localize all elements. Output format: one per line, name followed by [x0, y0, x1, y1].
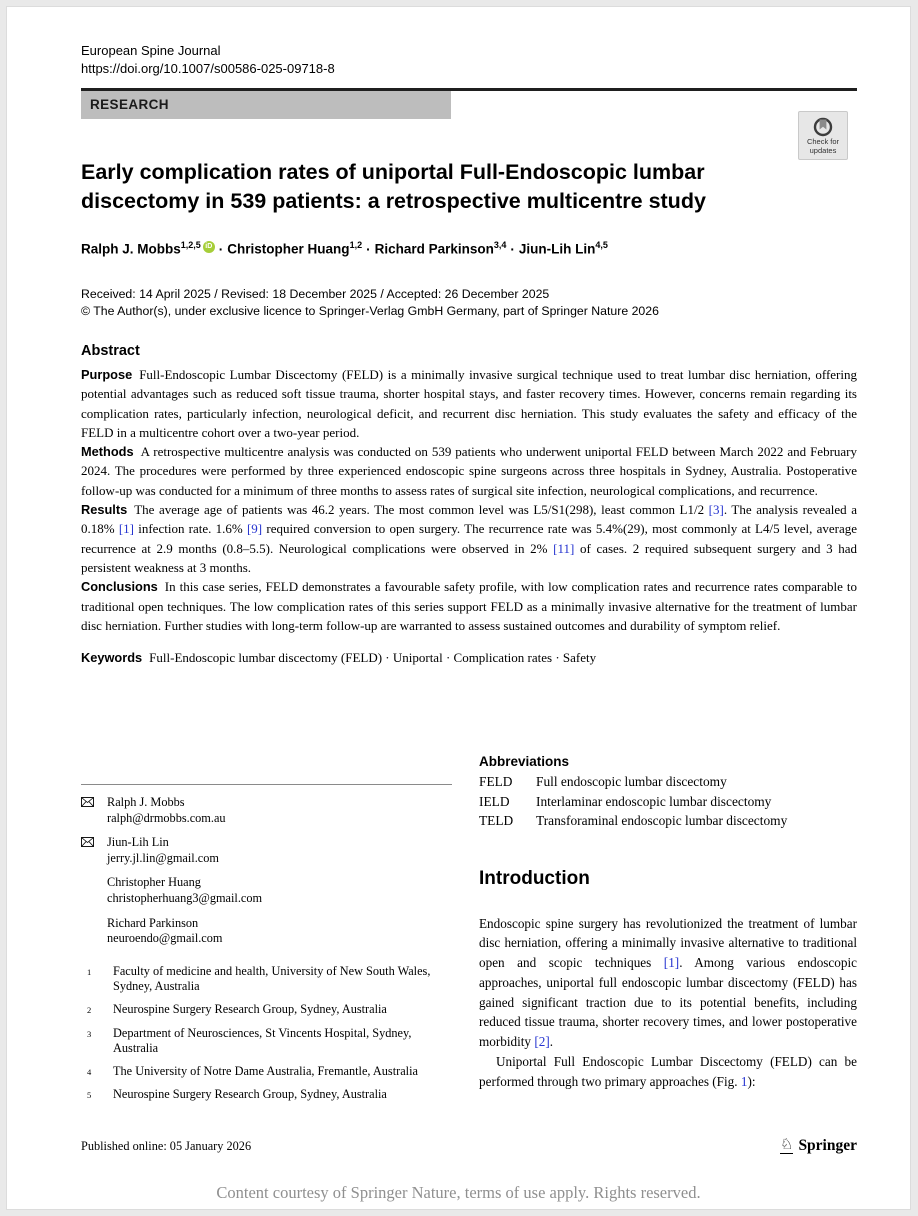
- author-superscript: 1,2,5: [180, 240, 201, 250]
- abstract-methods: [81, 442, 857, 500]
- abbreviation-item: [479, 792, 857, 812]
- correspondence-entry: [81, 795, 452, 826]
- springer-logo: [780, 1137, 857, 1154]
- introduction-heading: Introduction: [479, 867, 590, 889]
- correspondent-name: Jiun-Lih Lin: [107, 835, 169, 850]
- abstract-section: [81, 343, 857, 666]
- affiliation-text: Neurospine Surgery Research Group, Sydney, Australia: [113, 1001, 387, 1016]
- abstract-heading: Abstract: [81, 343, 140, 359]
- two-column-area: [81, 746, 857, 1111]
- keywords-label: Keywords: [81, 650, 143, 666]
- author-separator: ·: [218, 241, 224, 257]
- text-segment: A retrospective multicentre analysis was conducted on 539 patients who underwent uniportal FELD between March 2022 and February 2024. The procedures were performed by three experienced endoscopic spine surgeons across three hospitals in Sydney, Australia. Postoperative follow-up was conducted for a minimum of three months to assess rates of surgical site infection, neurological complications, and recurrence.: [81, 444, 857, 498]
- circle-bookmark-icon: [812, 116, 834, 138]
- affiliations-list: [81, 964, 452, 1104]
- author-name: Christopher Huang: [227, 241, 350, 257]
- affiliation-text: Neurospine Surgery Research Group, Sydney, Australia: [113, 1087, 387, 1102]
- main-text-column: [479, 746, 857, 1111]
- author-separator: ·: [510, 241, 515, 257]
- envelope-spacer: [81, 875, 107, 906]
- knight-icon: ♘: [779, 1135, 794, 1153]
- text-segment: required conversion to open surgery. The recurrence rate was 5.4%(29), most commonly at L4/5 level, average recurrence at 2.9 months (0.8–5.5). Neurological complications were observed in 2%: [81, 521, 857, 556]
- abbreviation-item: [479, 811, 857, 831]
- section-text: [81, 502, 857, 575]
- correspondent-email: christopherhuang3@gmail.com: [107, 890, 263, 905]
- orcid-icon[interactable]: iD: [203, 241, 215, 253]
- correspondent-email: jerry.jl.lin@gmail.com: [107, 850, 219, 865]
- citation-link[interactable]: [2]: [534, 1034, 550, 1050]
- affiliation-number: 1: [87, 966, 92, 977]
- correspondence-entry: [81, 835, 452, 866]
- section-label: Purpose: [81, 367, 133, 382]
- section-label: Conclusions: [81, 579, 158, 595]
- citation-link[interactable]: [1]: [118, 521, 134, 537]
- section-label: Results: [81, 502, 128, 518]
- author-name: Jiun-Lih Lin: [518, 241, 596, 257]
- affiliation-item: [81, 1026, 452, 1057]
- check-updates-badge[interactable]: [798, 111, 848, 160]
- introduction-paragraph: [479, 914, 857, 1053]
- citation-link[interactable]: [3]: [708, 502, 724, 518]
- courtesy-footer: Content courtesy of Springer Nature, terms of use apply. Rights reserved.: [216, 1183, 701, 1202]
- text-segment: Full-Endoscopic Lumbar Discectomy (FELD) is a minimally invasive surgical technique used to treat lumbar disc herniation, offering potential advantages such as reduced soft tissue trauma, shorter hospital stays, and faster recovery times. However, concerns remain regarding its complication rates, particularly infection, neurological deficit, and recurrent disc herniation. This study evaluates the safety and efficacy of the FELD in a multicentre cohort over a two-year period.: [81, 367, 857, 440]
- envelope-spacer: [81, 916, 107, 947]
- author-superscript: 4,5: [595, 240, 608, 250]
- dates-line: Received: 14 April 2025 / Revised: 18 December 2025 / Accepted: 26 December 2025: [81, 287, 550, 301]
- correspondence-entry: [81, 916, 452, 947]
- text-segment: Uniportal Full Endoscopic Lumbar Discectomy (FELD) can be performed through two primary approaches (Fig.: [479, 1054, 857, 1089]
- journal-name: European Spine Journal: [81, 43, 221, 58]
- envelope-icon: [81, 795, 107, 826]
- keywords-text: Full-Endoscopic lumbar discectomy (FELD) · Uniportal · Complication rates · Safety: [149, 650, 597, 666]
- correspondent-email: ralph@drmobbs.com.au: [107, 810, 226, 825]
- abbreviation-term: IELD: [479, 793, 510, 809]
- author-name: Ralph J. Mobbs: [81, 241, 181, 257]
- copyright-line: © The Author(s), under exclusive licence to Springer-Verlag GmbH Germany, part of Springer Nature 2026: [81, 304, 659, 318]
- text-segment: of cases. 2 required subsequent surgery and 3 had persistent weakness at 3 months.: [81, 540, 858, 575]
- published-online: Published online: 05 January 2026: [81, 1139, 252, 1153]
- author-separator: ·: [366, 241, 371, 257]
- citation-link[interactable]: [11]: [553, 540, 575, 556]
- affiliation-number: 2: [87, 1004, 92, 1015]
- envelope-icon: [81, 835, 107, 866]
- abstract-purpose: [81, 365, 857, 442]
- abstract-results: [81, 500, 857, 577]
- affiliation-item: [81, 964, 452, 995]
- text-segment: The average age of patients was 46.2 years. The most common level was L5/S1(298), least common L1/2: [134, 502, 709, 518]
- abbreviation-definition: Interlaminar endoscopic lumbar discectomy: [536, 793, 772, 809]
- check-updates-label-1: Check for: [806, 137, 840, 146]
- correspondence-entry: [81, 875, 452, 906]
- correspondent-name: Richard Parkinson: [107, 915, 199, 930]
- author-superscript: 1,2: [349, 240, 363, 250]
- research-banner-label: RESEARCH: [90, 97, 169, 112]
- springer-wordmark: Springer: [798, 1137, 857, 1154]
- section-text: [81, 579, 857, 633]
- publication-footer: [81, 1137, 857, 1154]
- abbreviation-term: TELD: [479, 813, 514, 828]
- text-segment: In this case series, FELD demonstrates a favourable safety profile, with low complication rates and recurrence rates comparable to traditional open techniques. The low complication rates of this series support FELD as a minimally invasive alternative for the treatment of lumbar disc herniation. Further studies with long-term follow-up are warranted to assess sustained outcomes and durability of symptom relief.: [81, 579, 857, 633]
- abstract-conclusions: [81, 577, 857, 635]
- section-text: [81, 444, 857, 498]
- text-segment: . The analysis revealed a 0.18%: [81, 502, 857, 537]
- text-segment: .: [549, 1034, 554, 1050]
- section-label: Methods: [81, 444, 134, 460]
- check-updates-label-2: updates: [809, 145, 837, 155]
- correspondence-column: [81, 746, 452, 1111]
- citation-link[interactable]: [1]: [663, 955, 680, 971]
- section-text: [81, 367, 857, 440]
- affiliation-text: Department of Neurosciences, St Vincents Hospital, Sydney, Australia: [113, 1025, 412, 1056]
- research-banner: [81, 91, 451, 119]
- abbreviation-definition: Transforaminal endoscopic lumbar discectomy: [536, 813, 788, 828]
- abbreviations-heading: Abbreviations: [479, 754, 570, 769]
- correspondence-rule: [81, 784, 452, 785]
- affiliation-item: [81, 1064, 452, 1081]
- citation-link[interactable]: 1: [740, 1073, 748, 1089]
- abbreviation-definition: Full endoscopic lumbar discectomy: [536, 774, 727, 789]
- affiliation-number: 5: [87, 1090, 92, 1101]
- affiliation-number: 4: [87, 1066, 92, 1077]
- affiliation-text: The University of Notre Dame Australia, Fremantle, Australia: [113, 1063, 418, 1078]
- citation-link[interactable]: [9]: [246, 521, 263, 537]
- correspondent-name: Christopher Huang: [107, 875, 201, 890]
- doi: https://doi.org/10.1007/s00586-025-09718-8: [81, 61, 335, 76]
- paper-title: Early complication rates of uniportal Full-Endoscopic lumbar discectomy in 539 patients: a retrospective multicentre study: [81, 160, 706, 213]
- paper-page: [6, 6, 911, 1210]
- abbreviation-term: FELD: [479, 774, 513, 789]
- correspondent-email: neuroendo@gmail.com: [107, 931, 223, 946]
- text-segment: Endoscopic spine surgery has revolutionized the treatment of lumbar disc herniation, offering a minimally invasive alternative to traditional open and scopic techniques: [479, 915, 857, 971]
- affiliation-item: [81, 1002, 452, 1019]
- author-name: Richard Parkinson: [374, 241, 494, 257]
- introduction-paragraph: [479, 1052, 857, 1092]
- affiliation-item: [81, 1087, 452, 1104]
- correspondent-name: Ralph J. Mobbs: [107, 795, 185, 809]
- affiliation-number: 3: [87, 1028, 92, 1039]
- text-segment: ):: [747, 1073, 756, 1089]
- keywords-line: [81, 650, 857, 666]
- text-segment: infection rate. 1.6%: [134, 521, 247, 537]
- affiliation-text: Faculty of medicine and health, University of New South Wales, Sydney, Australia: [113, 963, 431, 994]
- text-segment: . Among various endoscopic approaches, uniportal full endoscopic lumbar discectomy (FELD) has gained significant traction due to its potential benefits, including reduced tissue trauma, shorter recovery times, and lower postoperative morbidity: [479, 955, 857, 1050]
- abbreviation-item: [479, 772, 857, 792]
- author-superscript: 3,4: [493, 240, 507, 250]
- author-line: [81, 240, 857, 257]
